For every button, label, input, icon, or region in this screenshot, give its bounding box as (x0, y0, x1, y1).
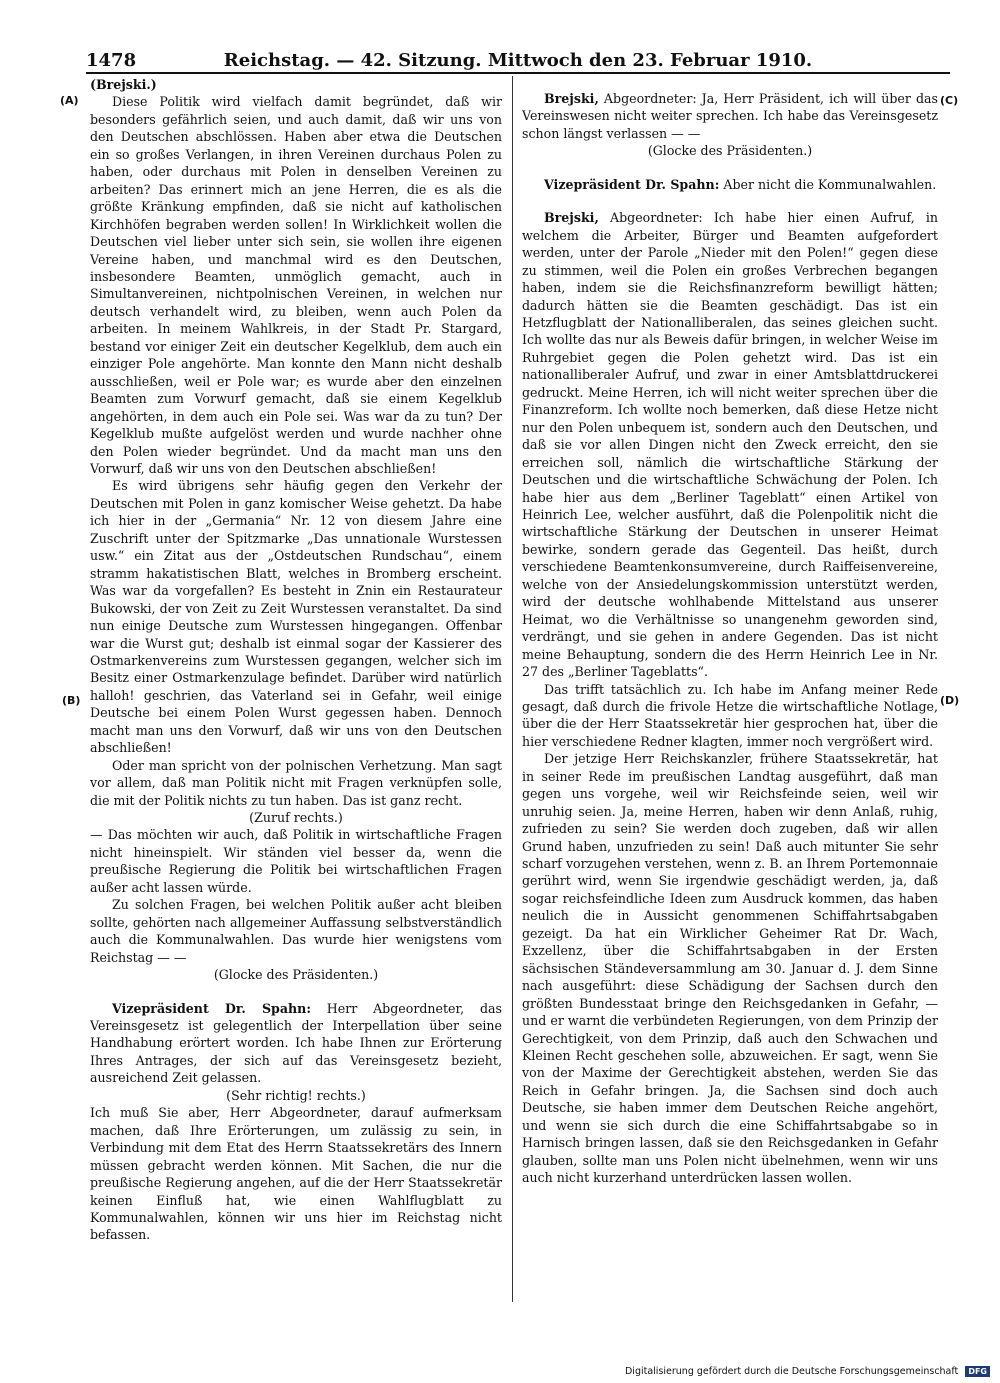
credit-text: Digitalisierung gefördert durch die Deutsche Forschungsgemeinschaft (624, 1366, 959, 1377)
margin-mark-c: (C) (940, 94, 959, 107)
speaker-name: Brejski, (544, 210, 599, 226)
column-divider (512, 76, 513, 1302)
paragraph: Oder man spricht von der polnischen Verhetzung. Man sagt vor allem, daß man Politik nicht mit Fragen verknüpfen solle, die mit der Politik nichts zu tun haben. Das ist ganz recht. (90, 757, 502, 808)
margin-mark-a: (A) (60, 94, 79, 107)
paragraph: Diese Politik wird vielfach damit begründet, daß wir besonders gefährlich seien, und auch damit, daß wir uns von den Deutschen abschlössen. Haben aber etwa die Deutschen ein so großes Verlangen, in ihren Vereinen durchaus Polen zu haben, oder durchaus mit Polen in denselben Vereinen zu arbeiten? Das erinnert mich an jene Herren, die es als die größte Kränkung empfinden, daß sie nicht auf katholischen Kirchhöfen begraben werden sollen! In Wirklichkeit wollen die Deutschen viel lieber unter sich sein, sie wollen ihre eigenen Vereine haben, und manchmal wird es den Deutschen, insbesondere Beamten, unmöglich gemacht, auch in Simultanvereinen, nichtpolnischen Vereinen, in welchen nur deutsch verhandelt wird, zu bleiben, wenn auch Polen da arbeiten. In meinem Wahlkreis, in der Stadt Pr. Stargard, bestand vor einiger Zeit ein deutscher Kegelklub, dem auch ein einziger Pole angehörte. Man konnte den Mann nicht deshalb ausschließen, weil er Pole war; es wurde aber den einzelnen Beamten zum Vorwurf gemacht, daß sie einem Kegelklub angehörten, in dem auch ein Pole sei. Was war da zu tun? Der Kegelklub mußte aufgelöst werden und wurde nachher ohne den Polen wieder begründet. Und da macht man uns den Vorwurf, daß wir uns von den Deutschen abschließen! (90, 94, 502, 476)
interjection: (Glocke des Präsidenten.) (647, 143, 813, 159)
speaker-name: Vizepräsident Dr. Spahn: (544, 176, 720, 192)
running-speaker: (Brejski.) (90, 77, 157, 92)
speech-text: Abgeordneter: Ich habe hier einen Aufruf, in welchem die Arbeiter, Bürger und Beamten aufgefordert werden, unter der Parole „Nieder mit den Polen!“ gegen diese zu stimmen, weil die Polen ein großes Verbrechen begangen haben, indem sie die Reichsfinanzreform bewilligt hätten; dadurch hätten sie die Beamten geschädigt. Das ist ein Hetzflugblatt der Nationalliberalen, das seines gleichen sucht. Ich wollte das nur als Beweis dafür bringen, in welcher Weise im Ruhrgebiet gegen die Polen gehetzt wird. Das ist ein nationalliberaler Aufruf, und zwar in einer Amtsblattdruckerei gedruckt. Meine Herren, ich will nicht weiter sprechen über die Finanzreform. Ich wollte noch bemerken, daß diese Hetze nicht nur den Polen unbequem ist, sondern auch den Deutschen, und daß sie vor allen Dingen nicht den Zweck erreicht, den sie erreichen soll, nämlich die wirtschaftliche Stärkung der Deutschen und die wirtschaftliche Schwächung der Polen. Ich habe hier aus dem „Berliner Tageblatt“ einen Artikel von Heinrich Lee, welcher ausführt, daß die Polenpolitik nicht die wirtschaftliche Stärkung der Deutschen in unserer Heimat bewirke, sondern gerade das Gegenteil. Das heißt, durch verschiedene Beamtenkonsumvereine, durch Raiffeisenvereine, welche von der Ansiedelungskommission unterstützt werden, wird der deutsche wohlhabende Mittelstand aus unserer Heimat, wo die Verhältnisse so unangenehm geworden sind, verdrängt, und sie gehen in andere Gegenden. Das ist nicht meine Behauptung, sondern die des Herrn Heinrich Lee in Nr. 27 des „Berliner Tageblatts“. (522, 210, 938, 680)
paragraph: — Das möchten wir auch, daß Politik in wirtschaftliche Fragen nicht hineinspielt. Wir ständen viel besser da, wenn die preußische Regierung die Politik bei wirtschaftlichen Fragen außer acht lassen würde. (90, 827, 502, 895)
paragraph: Das trifft tatsächlich zu. Ich habe im Anfang meiner Rede gesagt, daß durch die frivole Hetze die wirtschaftliche Notlage, über die der Herr Staatssekretär hier gesprochen hat, über die hier verschiedene Redner klagten, immer noch vergrößert wird. (522, 681, 938, 749)
page-number: 1478 (86, 50, 137, 71)
margin-mark-d: (D) (940, 694, 960, 707)
left-column (90, 76, 502, 1302)
running-title: Reichstag. — 42. Sitzung. Mittwoch den 23. Februar 1910. (223, 50, 813, 71)
paragraph: Der jetzige Herr Reichskanzler, frühere Staatssekretär, hat in seiner Rede im preußischen Landtag ausgeführt, daß man gegen uns vorgehe, weil wir Reichsfeinde seien, weil wir unruhig seien. Ja, meine Herren, haben wir denn Anlaß, ruhig, zufrieden zu sein? Sie werden doch zugeben, daß wir allen Grund haben, unzufrieden zu sein! Daß auch mitunter Sie sehr scharf vorzugehen verstehen, wenn z. B. an Ihrem Portemonnaie gerührt wird, wenn Sie irgendwie geschädigt werden, ja, daß sogar reichsfeindliche Ideen zum Ausdruck kommen, das haben neulich die in Aussicht genommenen Schiffahrtsabgaben gezeigt. Da hat ein Wirklicher Geheimer Rat Dr. Wach, Exzellenz, über die Schiffahrtsabgaben in der Ersten sächsischen Ständeversammlung am 30. Januar d. J. dem Sinne nach ausgeführt: diese Schädigung der Sachsen durch den größten Bundesstaat bringe den Reichsgedanken in Gefahr, — und er warnt die verbündeten Regierungen, von dem Prinzip der Gerechtigkeit, von dem Prinzip, daß auch den Schwachen und Kleinen Recht geschehen solle, abzuweichen. Er sagt, wenn Sie von der Maxime der Gerechtigkeit abstehen, werden Sie das Reich in Gefahr bringen. Ja, die Sachsen sind doch auch Deutsche, sie haben immer dem Deutschen Reiche angehört, und wenn sie sich durch die eine Schiffahrtsabgabe so in Harnisch bringen lassen, daß sie den Reichsgedanken in Gefahr glauben, sollte man uns Polen nicht übelnehmen, wenn wir uns auch nicht kurzerhand unterdrücken lassen wollen. (522, 751, 938, 1186)
right-column (522, 76, 938, 1302)
interjection: (Glocke des Präsidenten.) (213, 967, 379, 983)
paragraph: Zu solchen Fragen, bei welchen Politik außer acht bleiben sollte, gehörten nach allgemeiner Auffassung selbstverständlich auch die Kommunalwahlen. Das wurde hier wenigstens vom Reichstag — — (90, 897, 502, 965)
speaker-name: Vizepräsident Dr. Spahn: (112, 1000, 311, 1016)
speech-text: Abgeordneter: Ja, Herr Präsident, ich will über das Vereinswesen nicht weiter sprechen. Ich habe das Vereinsgesetz schon längst verlassen — — (522, 91, 938, 141)
speech-text: Aber nicht die Kommunalwahlen. (723, 176, 937, 192)
interjection: (Zuruf rechts.) (249, 810, 343, 826)
speech-paragraph (522, 176, 938, 193)
interjection: (Sehr richtig! rechts.) (226, 1087, 366, 1103)
speech-paragraph (522, 209, 938, 680)
speech-paragraph (90, 1000, 502, 1087)
speaker-name: Brejski, (544, 91, 599, 106)
paragraph: Ich muß Sie aber, Herr Abgeordneter, darauf aufmerksam machen, daß Ihre Erörterungen, um zulässig zu sein, in Verbindung mit dem Etat des Herrn Staatssekretärs des Innern müssen gebracht werden können. Mit Sachen, die nur die preußische Regierung angehen, auf die der Herr Staatssekretär keinen Einfluß hat, wie einen Wahlflugblatt zu Kommunalwahlen, können wir uns hier im Reichstag nicht befassen. (90, 1105, 502, 1243)
paragraph: Es wird übrigens sehr häufig gegen den Verkehr der Deutschen mit Polen in ganz komischer Weise gehetzt. Da habe ich hier in der „Germania“ Nr. 12 von diesem Jahre eine Zuschrift unter der Spitzmarke „Das unnationale Wurstessen usw.“ ein Zitat aus der „Ostdeutschen Rundschau“, einem stramm hakatistischen Blatt, welches in Bromberg erscheint. Was war da vorgefallen? Es besteht in Znin ein Restaurateur Bukowski, der von Zeit zu Zeit Wurstessen veranstaltet. Da sind nun einige Deutsche zum Wurstessen hingegangen. Offenbar war die Wurst gut; deshalb ist einmal sogar der Kassierer des Ostmarkenvereins zum Wurstessen gegangen, welcher sich im Besitz einer Ostmarkenzulage befindet. Darüber wird natürlich halloh! geschrien, das Vaterland sei in Gefahr, weil einige Deutsche bei einem Polen Wurst gegessen haben. Dennoch macht man uns den Vorwurf, daß wir uns von den Deutschen abschließen! (90, 478, 502, 756)
header-rule (86, 72, 950, 74)
page-header (86, 44, 950, 74)
digitization-credit (620, 1366, 990, 1380)
speech-paragraph (522, 90, 938, 142)
dfg-logo: DFG (965, 1366, 990, 1377)
speech-text: Herr Abgeordneter, das Vereinsgesetz ist gelegentlich der Interpellation über seine Handhabung erörtert worden. Ich habe Ihnen zur Erörterung Ihres Antrages, der sich auf das Vereinsgesetz bezieht, ausreichend Zeit gelassen. (90, 1000, 502, 1086)
margin-mark-b: (B) (62, 694, 81, 707)
